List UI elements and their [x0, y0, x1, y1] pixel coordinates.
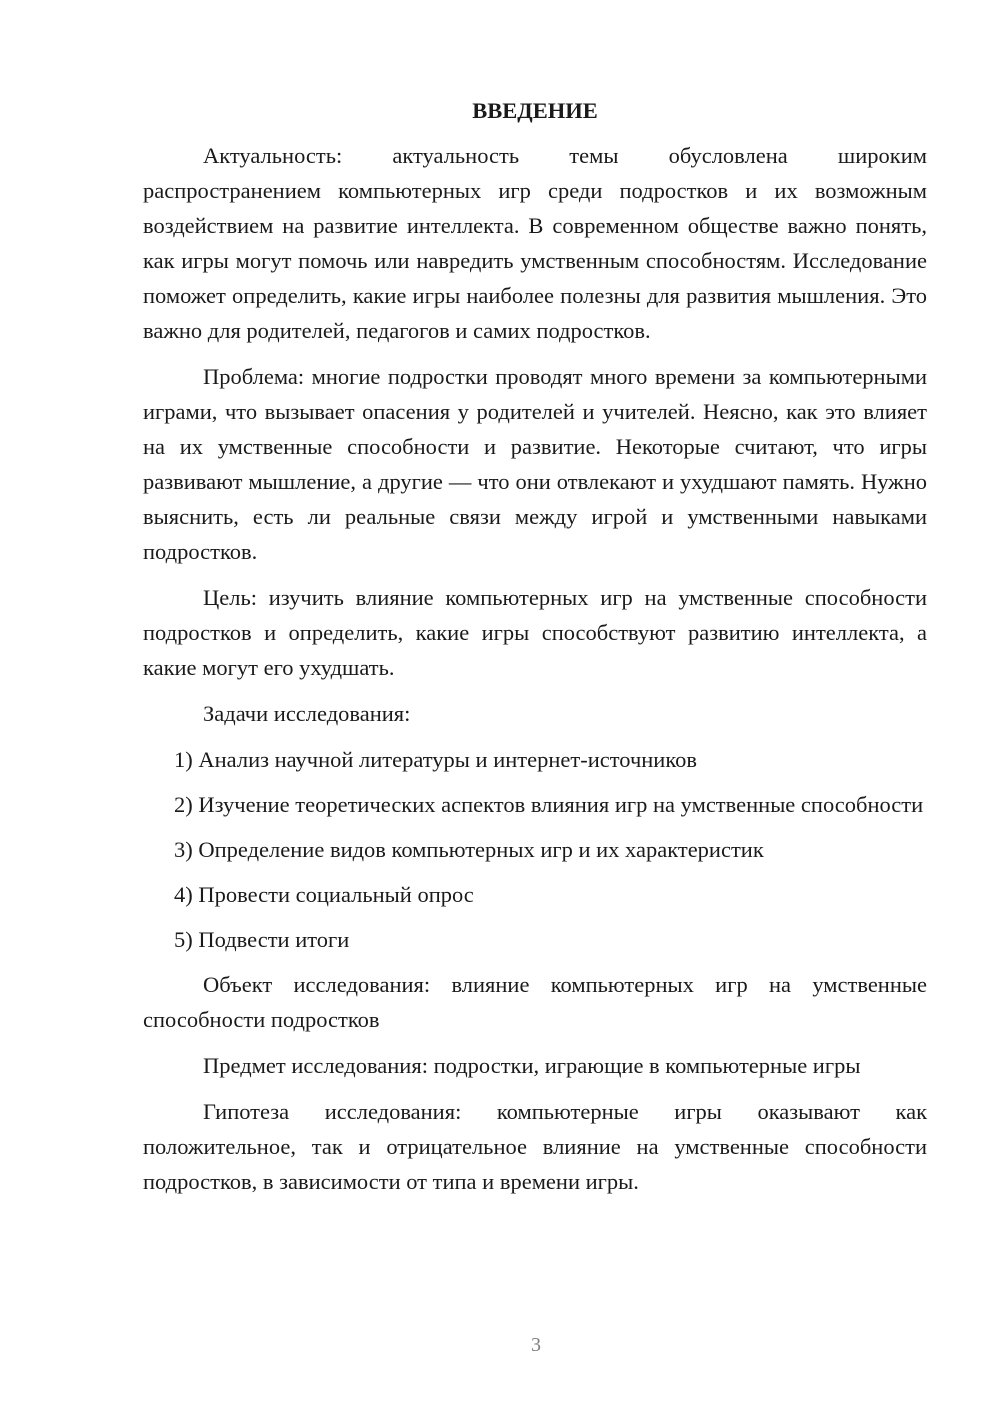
task-item-2: 2) Изучение теоретических аспектов влияния игр на умственные способности: [174, 792, 924, 817]
document-body: [143, 95, 927, 1210]
paragraph-relevance: Актуальность: актуальность темы обусловлена широким распространением компьютерных игр среди подростков и их возможным воздействием на развитие интеллекта. В современном обществе важно понять, как игры могут помочь или навредить умственным способностям. Исследование поможет определить, какие игры наиболее полезны для развития мышления. Это важно для родителей, педагогов и самих подростков.: [143, 143, 927, 343]
section-title: ВВЕДЕНИЕ: [472, 98, 598, 123]
task-item-4: 4) Провести социальный опрос: [174, 882, 474, 907]
paragraph-subject: Предмет исследования: подростки, играющие в компьютерные игры: [203, 1053, 861, 1078]
paragraph-problem: Проблема: многие подростки проводят много времени за компьютерными играми, что вызывает опасения у родителей и учителей. Неясно, как это влияет на их умственные способности и развитие. Некоторые считают, что игры развивают мышление, а другие — что они отвлекают и ухудшают память. Нужно выяснить, есть ли реальные связи между игрой и умственными навыками подростков.: [143, 364, 927, 564]
task-item-3: 3) Определение видов компьютерных игр и их характеристик: [174, 837, 764, 862]
paragraph-goal: Цель: изучить влияние компьютерных игр на умственные способности подростков и определить, какие игры способствуют развитию интеллекта, а какие могут его ухудшать.: [143, 585, 927, 680]
paragraph-tasks-heading: Задачи исследования:: [203, 701, 411, 726]
paragraph-object: Объект исследования: влияние компьютерных игр на умственные способности подростков: [143, 972, 927, 1032]
paragraph-hypothesis: Гипотеза исследования: компьютерные игры оказывают как положительное, так и отрицательное влияние на умственные способности подростков, в зависимости от типа и времени игры.: [143, 1099, 927, 1194]
task-item-1: 1) Анализ научной литературы и интернет-источников: [174, 747, 698, 772]
task-item-5: 5) Подвести итоги: [174, 927, 350, 952]
page-number: 3: [531, 1334, 541, 1356]
